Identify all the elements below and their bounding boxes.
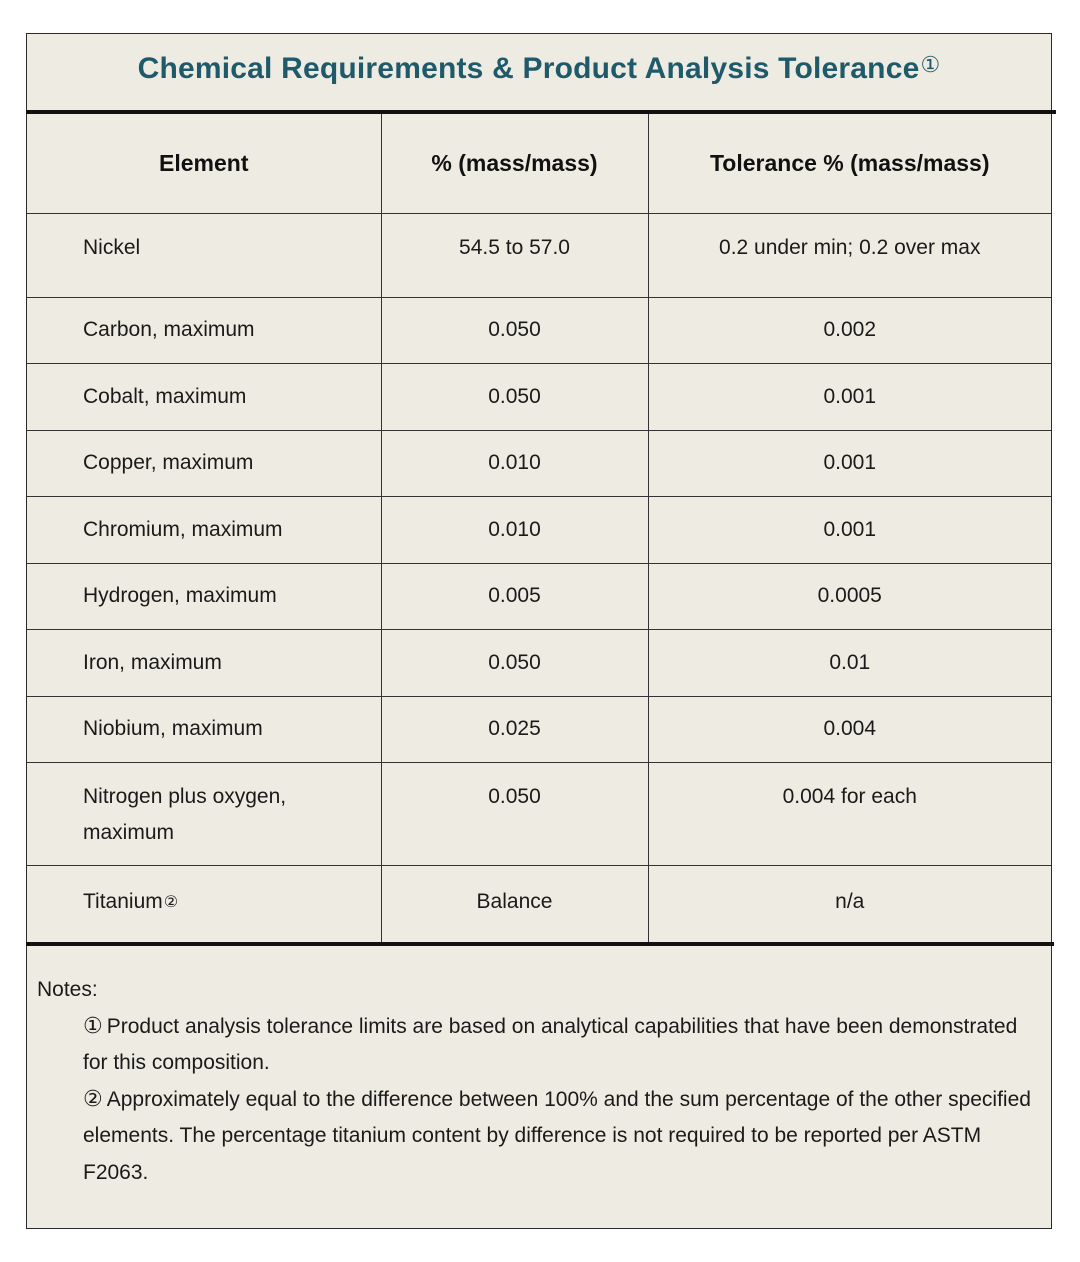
table-row <box>27 563 1051 630</box>
table-row <box>27 364 1051 431</box>
percent-cell: 54.5 to 57.0 <box>381 213 648 297</box>
table-header-row <box>27 114 1051 213</box>
table-row <box>27 497 1051 564</box>
table-row <box>27 297 1051 364</box>
percent-cell: 0.050 <box>381 630 648 697</box>
table-row <box>27 763 1051 866</box>
page-title <box>138 52 941 86</box>
note-text: Product analysis tolerance limits are based on analytical capabilities that have been demonstrated for this composition. <box>83 1014 1018 1074</box>
percent-cell: 0.010 <box>381 497 648 564</box>
note-item <box>83 1009 1037 1082</box>
notes-label: Notes: <box>37 978 98 1001</box>
note-text: Approximately equal to the difference between 100% and the sum percentage of the other specified elements. The percentage titanium content by difference is not required to be reported per ASTM F2063. <box>83 1087 1031 1184</box>
table-row <box>27 213 1051 297</box>
percent-cell: 0.050 <box>381 364 648 431</box>
element-cell: Cobalt, maximum <box>27 364 381 431</box>
tolerance-cell: 0.002 <box>648 297 1051 364</box>
element-cell: Nitrogen plus oxygen, maximum <box>27 763 381 866</box>
tolerance-cell: 0.001 <box>648 497 1051 564</box>
table-bottom-divider <box>26 942 1054 946</box>
tolerance-cell: 0.004 <box>648 696 1051 763</box>
chemical-requirements-table <box>27 114 1051 944</box>
table-row <box>27 630 1051 697</box>
column-header-element: Element <box>27 114 381 213</box>
table-row <box>27 866 1051 944</box>
note-number: ① <box>83 1013 103 1039</box>
column-header-tolerance: Tolerance % (mass/mass) <box>648 114 1051 213</box>
title-bar <box>27 34 1051 112</box>
notes-section <box>37 972 1037 1191</box>
element-cell: Copper, maximum <box>27 430 381 497</box>
tolerance-cell: 0.01 <box>648 630 1051 697</box>
percent-cell: 0.010 <box>381 430 648 497</box>
tolerance-cell: 0.001 <box>648 430 1051 497</box>
element-cell: Nickel <box>27 213 381 297</box>
percent-cell: 0.050 <box>381 763 648 866</box>
tolerance-cell: 0.001 <box>648 364 1051 431</box>
tolerance-cell: 0.0005 <box>648 563 1051 630</box>
percent-cell: 0.025 <box>381 696 648 763</box>
percent-cell: 0.050 <box>381 297 648 364</box>
note-item <box>83 1082 1037 1192</box>
note-number: ② <box>83 1086 103 1112</box>
title-text: Chemical Requirements & Product Analysis Tolerance <box>137 52 920 85</box>
percent-cell: Balance <box>381 866 648 944</box>
element-cell: Niobium, maximum <box>27 696 381 763</box>
tolerance-cell: 0.2 under min; 0.2 over max <box>648 213 1051 297</box>
column-header-percent: % (mass/mass) <box>381 114 648 213</box>
element-cell: Carbon, maximum <box>27 297 381 364</box>
chemical-requirements-panel <box>26 33 1052 1229</box>
element-cell <box>27 866 381 944</box>
element-cell: Chromium, maximum <box>27 497 381 564</box>
element-cell: Hydrogen, maximum <box>27 563 381 630</box>
element-cell: Iron, maximum <box>27 630 381 697</box>
element-name: Titanium <box>83 889 163 913</box>
title-footnote-mark: ① <box>920 53 941 78</box>
percent-cell: 0.005 <box>381 563 648 630</box>
tolerance-cell: 0.004 for each <box>648 763 1051 866</box>
table-row <box>27 696 1051 763</box>
table-row <box>27 430 1051 497</box>
element-footnote-mark: ② <box>163 891 179 911</box>
tolerance-cell: n/a <box>648 866 1051 944</box>
